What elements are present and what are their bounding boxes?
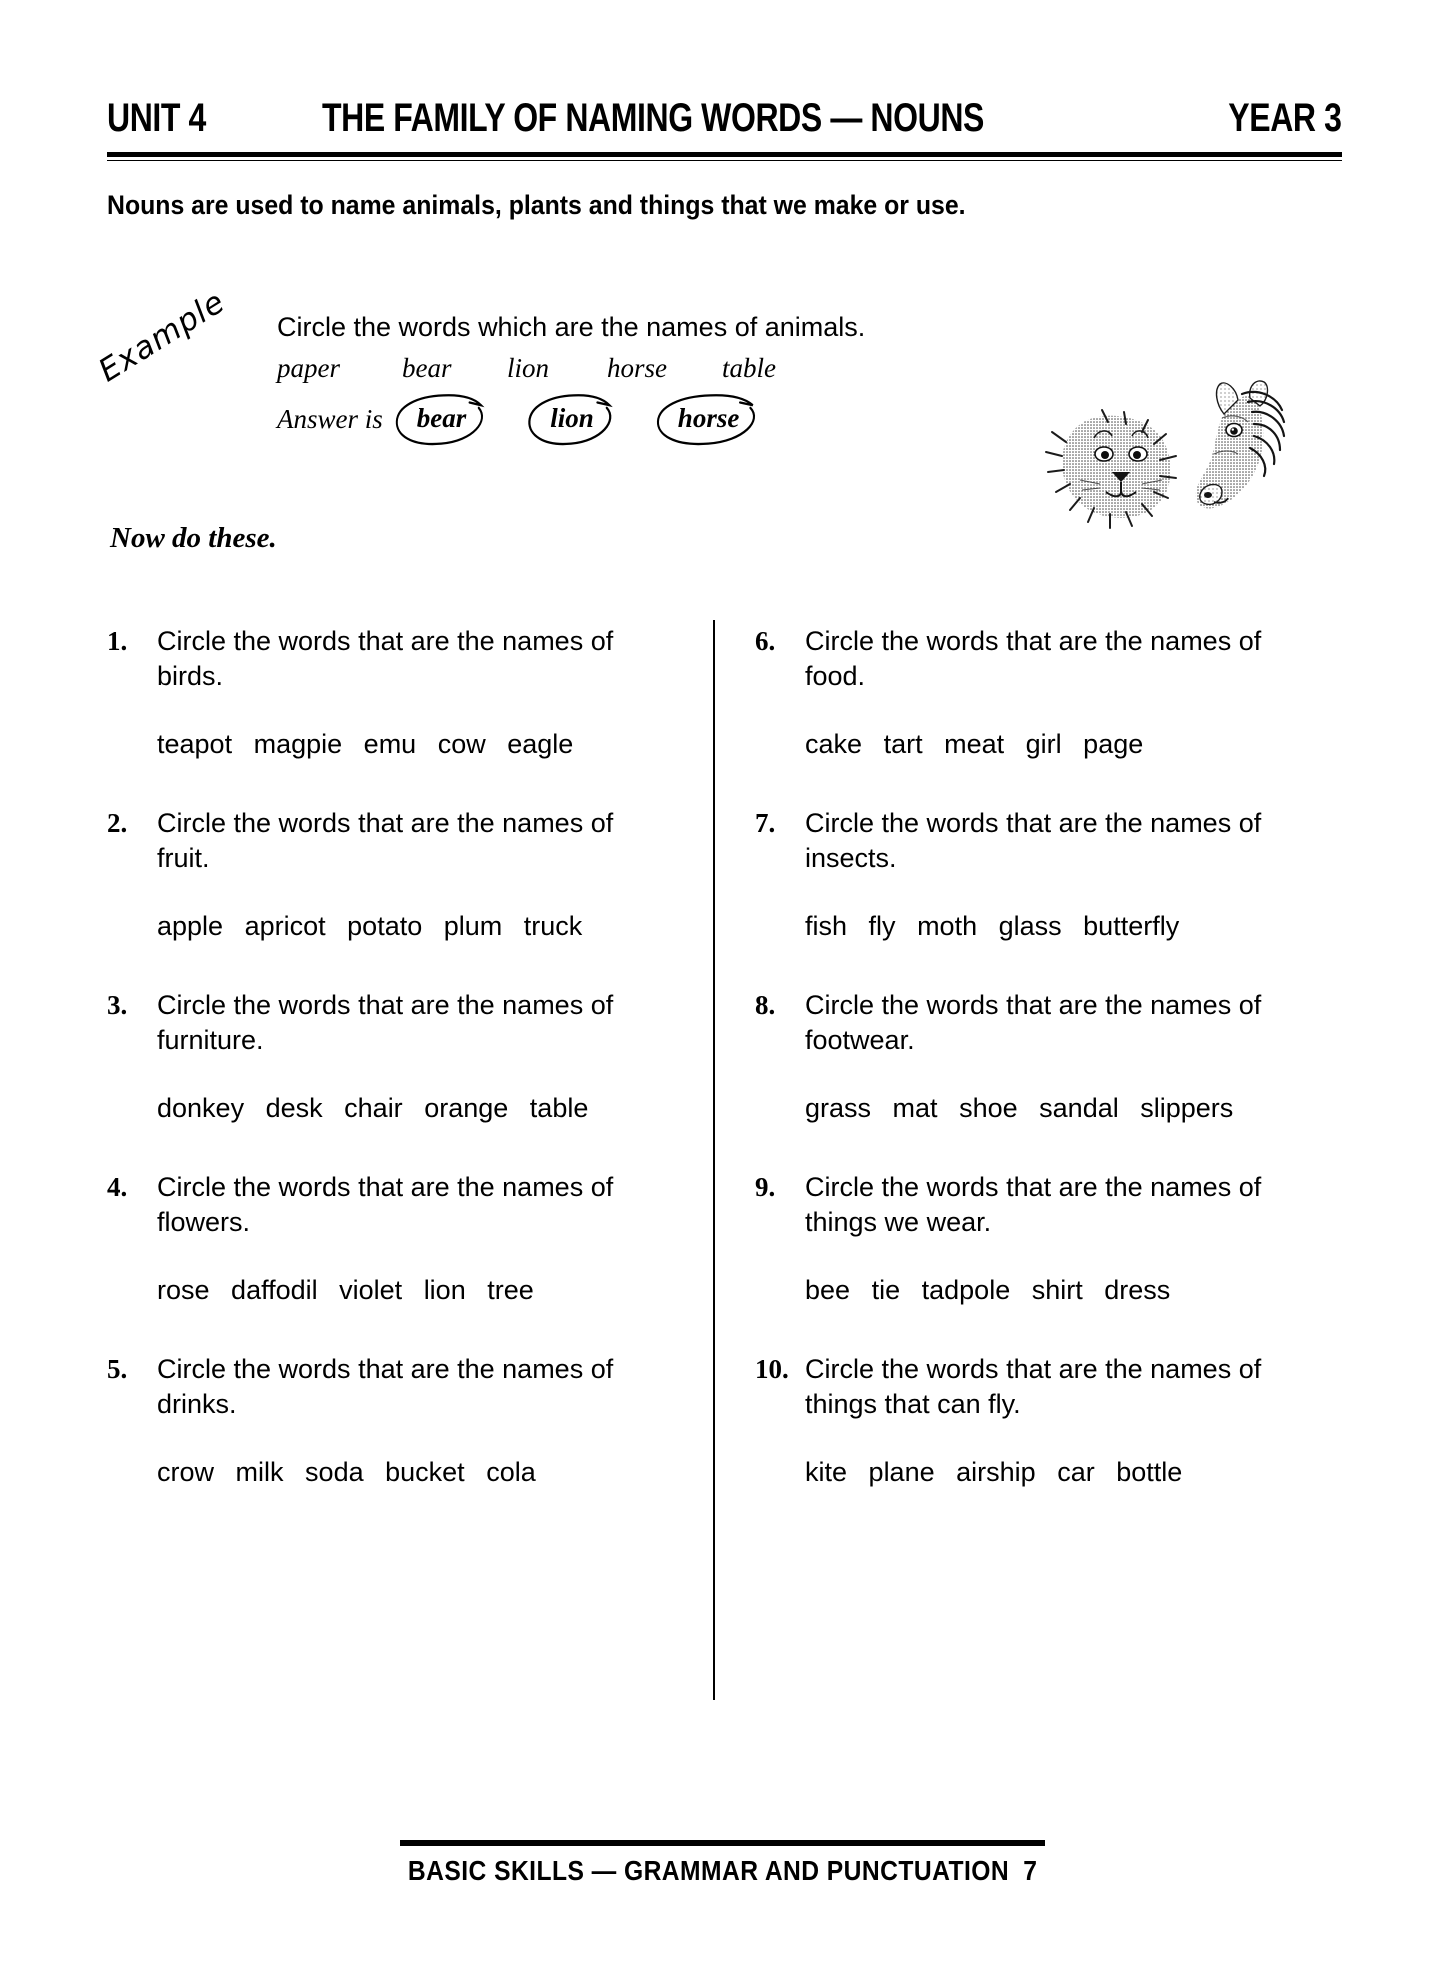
question-item: [107, 806, 677, 988]
page-title: THE FAMILY OF NAMING WORDS — NOUNS: [321, 96, 984, 140]
word-option[interactable]: milk: [235, 1457, 284, 1488]
word-option[interactable]: dress: [1104, 1275, 1171, 1306]
question-text: Circle the words that are the names of fruit.: [157, 808, 614, 873]
example-word: lion: [507, 353, 550, 383]
answer-word: lion: [550, 403, 594, 433]
page-header: [107, 96, 1342, 141]
question-word-list: [805, 1275, 1325, 1306]
word-option[interactable]: crow: [157, 1457, 215, 1488]
word-option[interactable]: magpie: [253, 729, 343, 760]
answer-word: horse: [677, 403, 740, 433]
horse-head-icon: [1196, 381, 1284, 508]
question-number: 6.: [755, 626, 776, 656]
word-option[interactable]: car: [1057, 1457, 1095, 1488]
word-option[interactable]: rose: [157, 1275, 210, 1306]
question-number: 5.: [107, 1354, 128, 1384]
word-option[interactable]: plane: [868, 1457, 935, 1488]
lesson-statement: Nouns are used to name animals, plants and things that we make or use.: [107, 190, 966, 220]
question-word-list: [805, 911, 1325, 942]
now-do-these-label: Now do these.: [110, 522, 277, 554]
word-option[interactable]: emu: [363, 729, 417, 760]
word-option[interactable]: tree: [487, 1275, 534, 1306]
footer-inner: [408, 1855, 1037, 1887]
circled-answer-lion: [530, 396, 612, 443]
word-option[interactable]: shirt: [1031, 1275, 1083, 1306]
question-word-list: [805, 1457, 1325, 1488]
word-option[interactable]: truck: [523, 911, 583, 942]
question-number: 4.: [107, 1172, 128, 1202]
question-word-list: [805, 729, 1325, 760]
footer-text: BASIC SKILLS — GRAMMAR AND PUNCTUATION: [407, 1855, 1009, 1886]
page-number: 7: [1023, 1855, 1038, 1886]
question-word-list: [157, 1457, 677, 1488]
word-option[interactable]: mat: [892, 1093, 938, 1124]
example-word: table: [722, 353, 776, 383]
word-option[interactable]: sandal: [1039, 1093, 1119, 1124]
word-option[interactable]: girl: [1025, 729, 1062, 760]
questions-column-right: [755, 624, 1325, 1534]
word-option[interactable]: lion: [423, 1275, 466, 1306]
word-option[interactable]: potato: [347, 911, 423, 942]
footer-rule: [400, 1840, 1045, 1846]
word-option[interactable]: meat: [944, 729, 1005, 760]
question-number: 1.: [107, 626, 128, 656]
word-option[interactable]: plum: [443, 911, 503, 942]
question-text: Circle the words that are the names of birds.: [157, 626, 614, 691]
questions-column-left: [107, 624, 677, 1534]
word-option[interactable]: chair: [344, 1093, 403, 1124]
word-option[interactable]: fly: [868, 911, 896, 942]
word-option[interactable]: butterfly: [1083, 911, 1180, 942]
answer-label: Answer is: [277, 404, 383, 434]
circled-answer-horse: [658, 396, 758, 443]
word-option[interactable]: bottle: [1116, 1457, 1183, 1488]
example-word: paper: [277, 353, 340, 383]
question-text: Circle the words that are the names of food.: [805, 626, 1262, 691]
word-option[interactable]: page: [1083, 729, 1144, 760]
question-number: 2.: [107, 808, 128, 838]
word-option[interactable]: grass: [805, 1093, 872, 1124]
word-option[interactable]: cow: [437, 729, 486, 760]
example-label: [92, 283, 246, 410]
word-option[interactable]: cola: [486, 1457, 536, 1488]
word-option[interactable]: tadpole: [921, 1275, 1011, 1306]
question-word-list: [157, 911, 677, 942]
word-option[interactable]: apple: [157, 911, 224, 942]
question-number: 9.: [755, 1172, 776, 1202]
example-word: bear: [402, 353, 452, 383]
question-item: [107, 624, 677, 806]
word-option[interactable]: desk: [265, 1093, 323, 1124]
example-word: horse: [607, 353, 667, 383]
question-text: Circle the words that are the names of footwear.: [805, 990, 1262, 1055]
lion-head-icon: [1046, 410, 1176, 528]
word-option[interactable]: table: [529, 1093, 589, 1124]
word-option[interactable]: orange: [424, 1093, 509, 1124]
header-rule-thin: [107, 160, 1342, 161]
example-block: [277, 312, 917, 443]
word-option[interactable]: glass: [998, 911, 1062, 942]
question-word-list: [157, 1275, 677, 1306]
question-item: [107, 1170, 677, 1352]
example-instruction: Circle the words which are the names of animals.: [277, 312, 866, 342]
question-text: Circle the words that are the names of flowers.: [157, 1172, 614, 1237]
bear-head-icon: [1096, 292, 1225, 396]
word-option[interactable]: kite: [805, 1457, 848, 1488]
header-rule-thick: [107, 152, 1342, 157]
word-option[interactable]: soda: [305, 1457, 364, 1488]
word-option[interactable]: slippers: [1140, 1093, 1234, 1124]
question-text: Circle the words that are the names of furniture.: [157, 990, 614, 1055]
unit-label: UNIT 4: [107, 96, 206, 140]
answer-word: bear: [416, 403, 467, 433]
word-option[interactable]: daffodil: [231, 1275, 318, 1306]
question-text: Circle the words that are the names of things that can fly.: [805, 1354, 1262, 1419]
question-item: [107, 988, 677, 1170]
question-item: [107, 1352, 677, 1534]
word-option[interactable]: eagle: [507, 729, 574, 760]
word-option[interactable]: apricot: [244, 911, 326, 942]
page-footer: [0, 1855, 1445, 1887]
example-answer-row: [277, 396, 917, 443]
example-word-list: [277, 353, 917, 384]
word-option[interactable]: violet: [339, 1275, 403, 1306]
question-text: Circle the words that are the names of things we wear.: [805, 1172, 1262, 1237]
word-option[interactable]: fish: [805, 911, 848, 942]
word-option[interactable]: cake: [805, 729, 863, 760]
question-item: [755, 624, 1325, 806]
question-word-list: [157, 1093, 677, 1124]
question-item: [755, 806, 1325, 988]
question-item: [755, 1352, 1325, 1534]
word-option[interactable]: shoe: [959, 1093, 1018, 1124]
word-option[interactable]: tie: [871, 1275, 901, 1306]
circled-answer-bear: [397, 396, 485, 443]
animals-artwork: [1040, 288, 1345, 548]
word-option[interactable]: teapot: [157, 729, 233, 760]
question-number: 8.: [755, 990, 776, 1020]
word-option[interactable]: donkey: [157, 1093, 245, 1124]
question-number: 10.: [755, 1354, 789, 1384]
question-word-list: [805, 1093, 1325, 1124]
year-level-label: YEAR 3: [1228, 96, 1342, 140]
word-option[interactable]: moth: [917, 911, 978, 942]
question-number: 3.: [107, 990, 128, 1020]
word-option[interactable]: bucket: [385, 1457, 465, 1488]
example-label-text: Example: [92, 283, 232, 390]
column-divider: [713, 620, 715, 1700]
question-text: Circle the words that are the names of drinks.: [157, 1354, 614, 1419]
question-number: 7.: [755, 808, 776, 838]
question-item: [755, 1170, 1325, 1352]
word-option[interactable]: airship: [956, 1457, 1036, 1488]
question-item: [755, 988, 1325, 1170]
question-text: Circle the words that are the names of insects.: [805, 808, 1262, 873]
word-option[interactable]: tart: [883, 729, 923, 760]
word-option[interactable]: bee: [805, 1275, 851, 1306]
animal-illustrations: [1040, 288, 1345, 548]
question-word-list: [157, 729, 677, 760]
